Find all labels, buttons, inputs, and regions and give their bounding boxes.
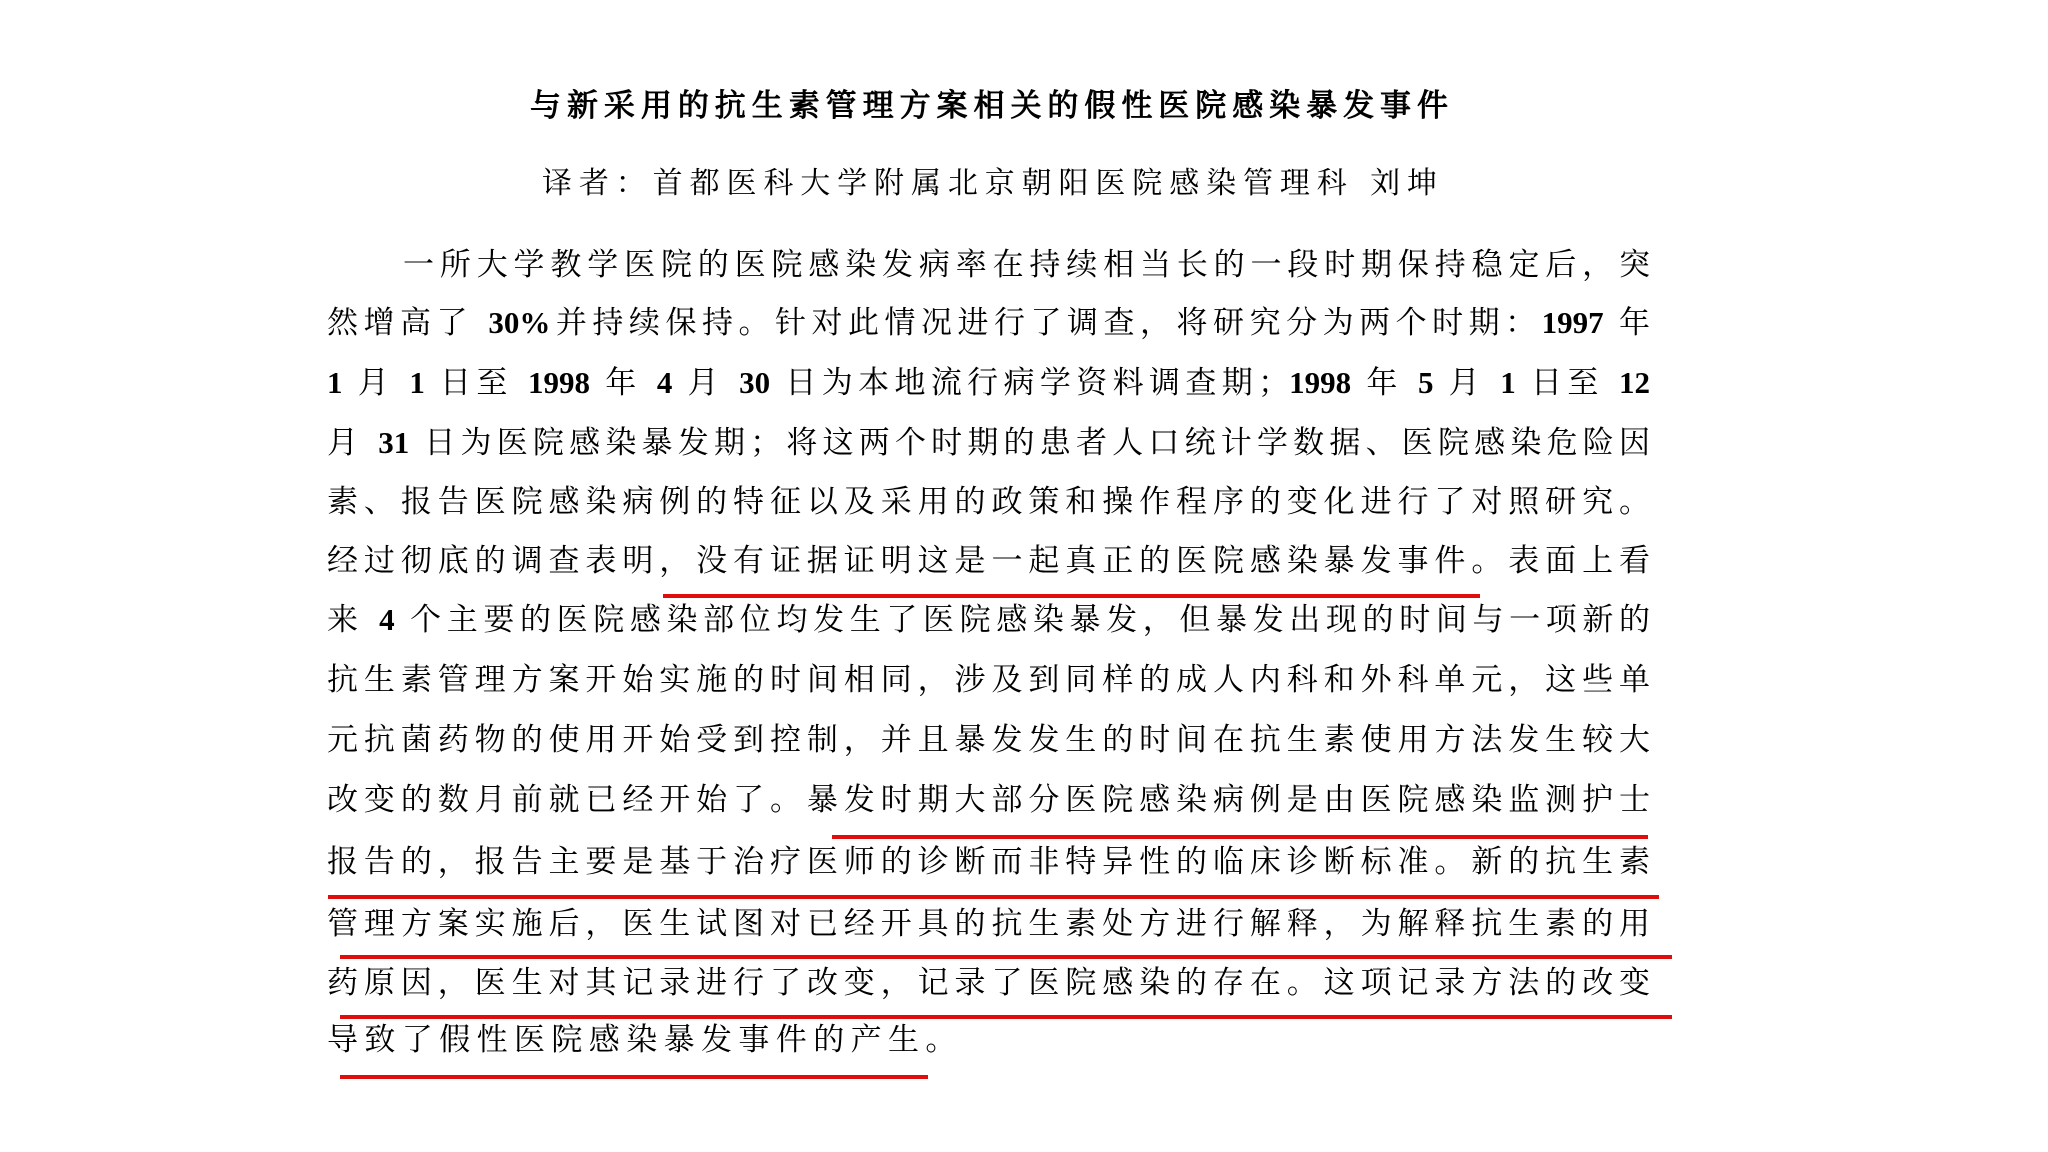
numeral: 31 [378,425,410,460]
numeral: 1 [409,365,425,400]
numeral: 12 [1618,365,1650,400]
numeral: 1 [327,365,343,400]
numeral: 30% [488,305,551,340]
numeral: 1 [1500,365,1516,400]
body-line-3: 1 月 1 日至 1998 年 4 月 30 日为本地流行病学资料调查期；1998 年 5 月 1 日至 12 [327,365,1650,401]
body-line-6: 经过彻底的调查表明，没有证据证明这是一起真正的医院感染暴发事件。表面上看 [327,543,1650,579]
red-underline-4 [340,955,1672,959]
red-underline-3 [328,895,1659,899]
red-underline-2 [832,835,1648,839]
body-line-5: 素、报告医院感染病例的特征以及采用的政策和操作程序的变化进行了对照研究。 [327,484,1650,520]
numeral: 1997 [1541,305,1604,340]
numeral: 4 [379,602,395,637]
numeral: 5 [1417,365,1434,400]
body-line-2: 然增高了 30%并持续保持。针对此情况进行了调查，将研究分为两个时期：1997 年 [327,305,1651,341]
numeral: 30 [739,365,771,400]
translator-byline: 译者：首都医科大学附属北京朝阳医院感染管理科 刘坤 [542,166,1437,201]
numeral: 4 [656,365,673,400]
body-line-13: 药原因，医生对其记录进行了改变，记录了医院感染的存在。这项记录方法的改变 [327,965,1650,1001]
body-line-4: 月 31 日为医院感染暴发期；将这两个时期的患者人口统计学数据、医院感染危险因 [327,425,1650,461]
red-underline-5 [340,1015,1672,1019]
body-line-12: 管理方案实施后，医生试图对已经开具的抗生素处方进行解释，为解释抗生素的用 [327,906,1650,942]
document-title: 与新采用的抗生素管理方案相关的假性医院感染暴发事件 [530,88,1448,124]
red-underline-1 [663,594,1480,598]
body-line-11: 报告的，报告主要是基于治疗医师的诊断而非特异性的临床诊断标准。新的抗生素 [327,844,1650,880]
body-line-1: 一所大学教学医院的医院感染发病率在持续相当长的一段时期保持稳定后，突 [403,247,1650,283]
body-line-7: 来 4 个主要的医院感染部位均发生了医院感染暴发，但暴发出现的时间与一项新的 [327,602,1650,638]
body-line-8: 抗生素管理方案开始实施的时间相同，涉及到同样的成人内科和外科单元，这些单 [327,662,1650,698]
numeral: 1998 [1289,365,1352,400]
body-line-10: 改变的数月前就已经开始了。暴发时期大部分医院感染病例是由医院感染监测护士 [327,782,1650,818]
numeral: 1998 [528,365,590,400]
body-line-14: 导致了假性医院感染暴发事件的产生。 [327,1022,963,1058]
body-line-9: 元抗菌药物的使用开始受到控制，并且暴发发生的时间在抗生素使用方法发生较大 [327,722,1650,758]
red-underline-6 [340,1075,928,1079]
